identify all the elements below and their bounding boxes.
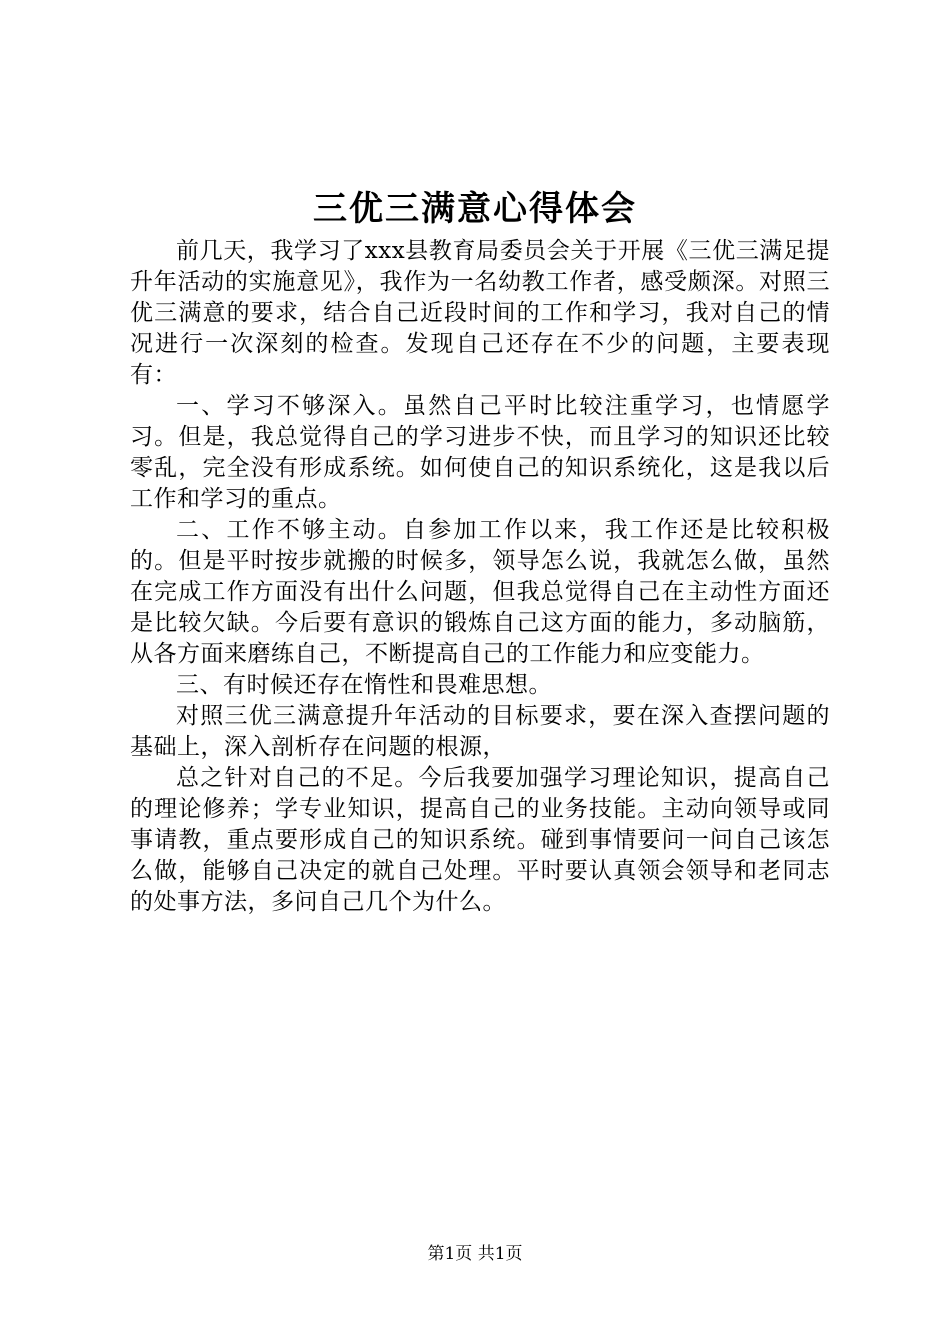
paragraph-conclusion: 总之针对自己的不足。今后我要加强学习理论知识，提高自己的理论修养；学专业知识，提高自己的业务技能。主动向领导或同事请教，重点要形成自己的知识系统。碰到事情要问一问自己该怎么做，能够自己决定的就自己处理。平时要认真领会领导和老同志的处事方法，多问自己几个为什么。 [130, 765, 830, 915]
paragraph-intro: 前几天，我学习了xxx县教育局委员会关于开展《三优三满足提升年活动的实施意见》，我作为一名幼教工作者，感受颇深。对照三优三满意的要求，结合自己近段时间的工作和学习，我对自己的情况进行一次深刻的检查。发现自己还存在不少的问题，主要表现有： [130, 238, 830, 388]
paragraph-point-3: 三、有时候还存在惰性和畏难思想。 [176, 672, 552, 698]
paragraph-analysis: 对照三优三满意提升年活动的目标要求，要在深入查摆问题的基础上，深入剖析存在问题的根源， [130, 703, 830, 760]
paragraph-point-1: 一、学习不够深入。虽然自己平时比较注重学习，也情愿学习。但是，我总觉得自己的学习进步不快，而且学习的知识还比较零乱，完全没有形成系统。如何使自己的知识系统化，这是我以后工作和学习的重点。 [130, 393, 830, 512]
document-title: 三优三满意心得体会 [313, 189, 637, 229]
document-body [130, 236, 830, 918]
page-number-footer: 第1页 共1页 [427, 1244, 523, 1264]
paragraph-point-2: 二、工作不够主动。自参加工作以来，我工作还是比较积极的。但是平时按步就搬的时候多，领导怎么说，我就怎么做，虽然在完成工作方面没有出什么问题，但我总觉得自己在主动性方面还是比较欠缺。今后要有意识的锻炼自己这方面的能力，多动脑筋，从各方面来磨练自己，不断提高自己的工作能力和应变能力。 [130, 517, 830, 667]
